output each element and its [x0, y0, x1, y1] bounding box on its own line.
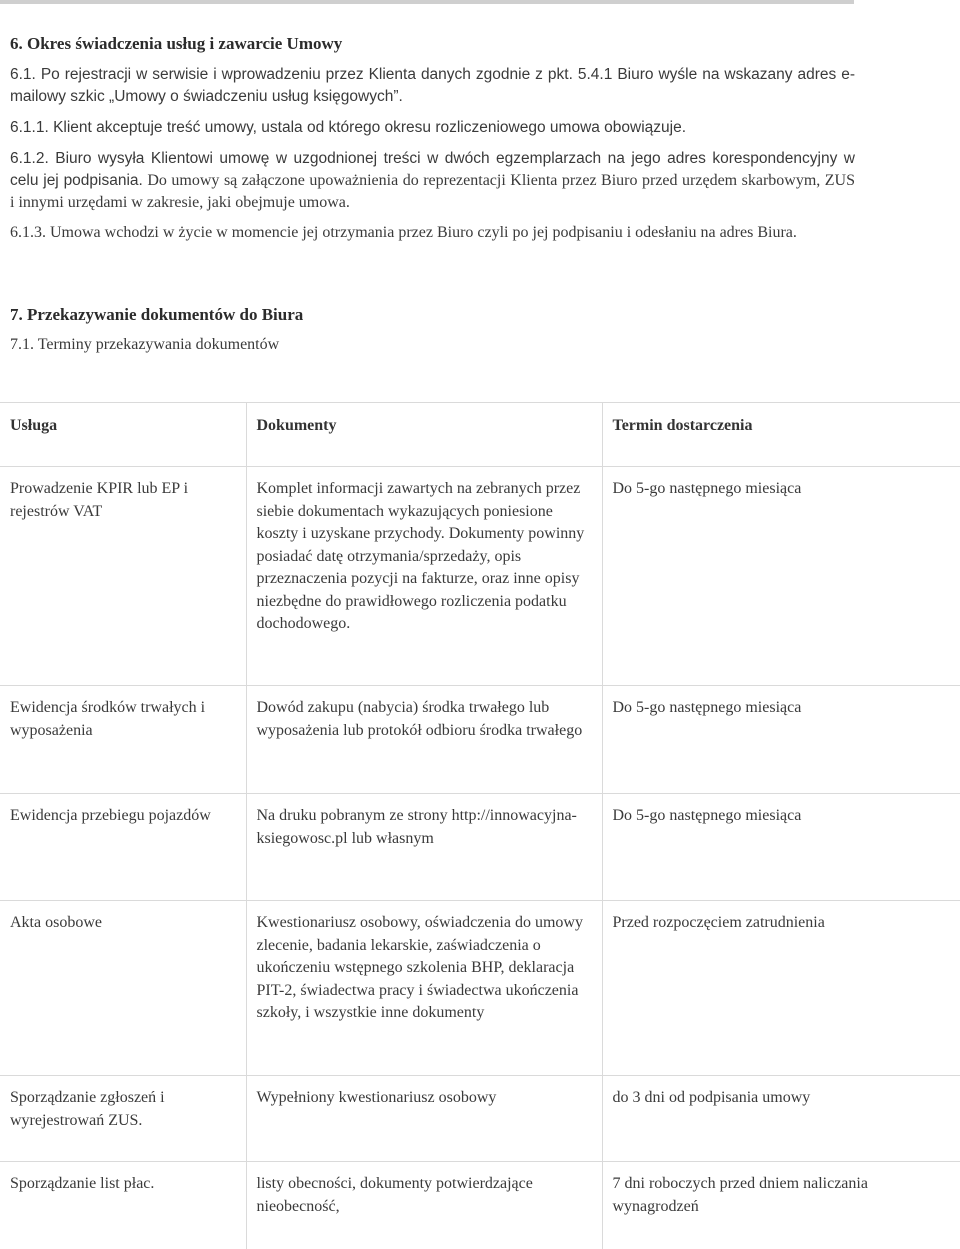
cell-service: Ewidencja przebiegu pojazdów	[0, 794, 246, 901]
cell-service: Prowadzenie KPIR lub EP i rejestrów VAT	[0, 467, 246, 686]
cell-documents: listy obecności, dokumenty potwierdzające nieobecność,	[246, 1162, 602, 1249]
paragraph-6-1-3: 6.1.3. Umowa wchodzi w życie w momencie jej otrzymania przez Biuro czyli po jej podpisaniu i odesłaniu na adres Biura.	[10, 224, 797, 241]
top-divider	[0, 0, 854, 4]
cell-documents: Komplet informacji zawartych na zebranych przez siebie dokumentach wykazujących poniesione koszty i uzyskane przychody. Dokumenty powinny posiadać datę otrzymania/sprzedaży, opis przeznaczenia pozycji na fakturze, oraz inne opisy niezbędne do prawidłowego rozliczenia podatku dochodowego.	[246, 467, 602, 686]
table-row	[0, 686, 960, 794]
paragraph-6-1-2-part-a: 6.1.2. Biuro wysyła Klientowi umowę w uzgodnionej treści w dwóch egzemplarzach na jego adres korespondencyjny w celu jej podpisania.	[10, 150, 855, 189]
document-body	[10, 33, 855, 356]
paragraph-6-1: 6.1. Po rejestracji w serwisie i wprowadzeniu przez Klienta danych zgodnie z pkt. 5.4.1 Biuro wyśle na wskazany adres e-mailowy szkic „Umowy o świadczeniu usług księgowych”.	[10, 66, 855, 105]
header-service: Usługa	[0, 403, 246, 467]
section-7-title: 7. Przekazywanie dokumentów do Biura	[10, 305, 304, 324]
cell-deadline: 7 dni roboczych przed dniem naliczania wynagrodzeń	[602, 1162, 960, 1249]
cell-documents: Dowód zakupu (nabycia) środka trwałego lub wyposażenia lub protokół odbioru środka trwałego	[246, 686, 602, 794]
table-row	[0, 794, 960, 901]
cell-deadline: do 3 dni od podpisania umowy	[602, 1076, 960, 1162]
cell-documents: Na druku pobranym ze strony http://innowacyjna-ksiegowosc.pl lub własnym	[246, 794, 602, 901]
table-row	[0, 1162, 960, 1249]
cell-documents: Wypełniony kwestionariusz osobowy	[246, 1076, 602, 1162]
paragraph-6-1-2	[10, 148, 855, 214]
table-row	[0, 467, 960, 686]
cell-deadline: Do 5-go następnego miesiąca	[602, 794, 960, 901]
cell-deadline: Do 5-go następnego miesiąca	[602, 686, 960, 794]
table-row	[0, 901, 960, 1076]
paragraph-6-1-1: 6.1.1. Klient akceptuje treść umowy, ustala od którego okresu rozliczeniowego umowa obowiązuje.	[10, 119, 687, 136]
documents-deadlines-table	[0, 402, 960, 1249]
cell-service: Ewidencja środków trwałych i wyposażenia	[0, 686, 246, 794]
header-documents: Dokumenty	[246, 403, 602, 467]
cell-documents: Kwestionariusz osobowy, oświadczenia do umowy zlecenie, badania lekarskie, zaświadczenia o ukończeniu wstępnego szkolenia BHP, deklaracja PIT-2, świadectwa pracy i świadectwa ukończenia szkoły, i wszystkie inne dokumenty	[246, 901, 602, 1076]
header-deadline: Termin dostarczenia	[602, 403, 960, 467]
cell-service: Sporządzanie list płac.	[0, 1162, 246, 1249]
section-6-title: 6. Okres świadczenia usług i zawarcie Umowy	[10, 34, 343, 53]
table-row	[0, 1076, 960, 1162]
cell-deadline: Do 5-go następnego miesiąca	[602, 467, 960, 686]
cell-service: Akta osobowe	[0, 901, 246, 1076]
table-header-row	[0, 403, 960, 467]
cell-service: Sporządzanie zgłoszeń i wyrejestrowań ZUS.	[0, 1076, 246, 1162]
cell-deadline: Przed rozpoczęciem zatrudnienia	[602, 901, 960, 1076]
paragraph-6-1-2-part-b: Do umowy są załączone upoważnienia do reprezentacji Klienta przez Biuro przed urzędem skarbowym, ZUS i innymi urzędami w zakresie, jaki obejmuje umowa.	[10, 172, 856, 211]
section-7-1-subtitle: 7.1. Terminy przekazywania dokumentów	[10, 336, 280, 353]
